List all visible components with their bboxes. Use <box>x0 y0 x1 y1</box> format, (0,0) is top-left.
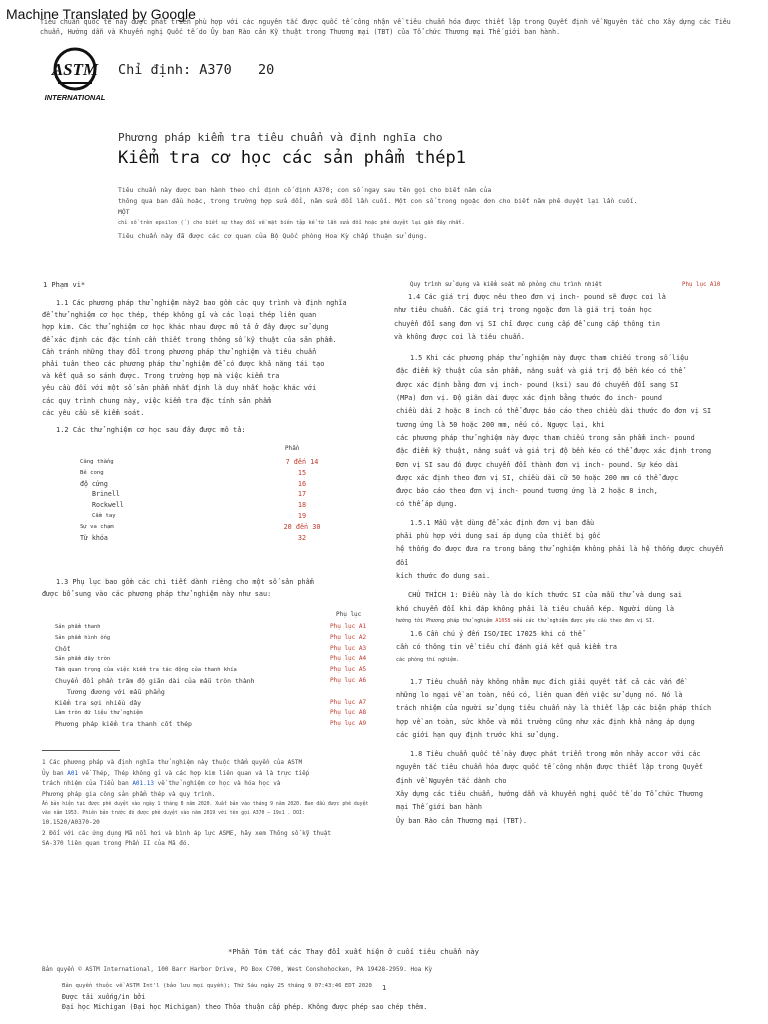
right-column <box>396 279 726 828</box>
authority-statement: Tiêu chuẩn này đã được các cơ quan của Bộ Quốc phòng Hoa Kỳ chấp thuận sử dụng. <box>118 232 428 240</box>
footnote-line: 1 Các phương pháp và định nghĩa thử nghiệm này thuộc thẩm quyền của ASTM <box>42 759 303 766</box>
footnote-edition: Ấn bản hiện tại được phê duyệt vào ngày 1 tháng 8 năm 2020. Xuất bản vào tháng 9 năm 2020. Ban đầu được phê duyệt vào năm 1953. Phiên bản trước đó được phê duyệt vào năm 2019 với tên gọi A370 – 19ε1 . DOI: <box>42 802 369 816</box>
note-1-ref-pre: hướng tới Phương pháp thử nghiệm <box>396 617 496 624</box>
note-1-reference <box>396 616 726 626</box>
text-line: được bổ sung vào các phương pháp thử nghiệm này như sau: <box>42 590 272 599</box>
paragraph-1-6 <box>396 628 726 655</box>
paragraph-1-6-tail: các phòng thí nghiệm. <box>396 657 460 664</box>
text-line: 1.5 Khi các phương pháp thử nghiệm này được tham chiếu trong số liệu <box>410 354 689 363</box>
paragraph-1-3 <box>42 576 372 600</box>
annex-label: Chuyển đổi phần trăm độ giãn dài của mẫu tròn thành <box>55 677 255 685</box>
text-line: tương ứng là 50 hoặc 200 mm, nếu có. Ngược lại, khi <box>396 420 605 429</box>
paragraph-1-7 <box>396 676 726 742</box>
license-line: Đại học Michigan (Đại học Michigan) theo Thỏa thuận cấp phép. Không được phép sao chép thêm. <box>62 1003 428 1011</box>
part-label: Sự va chạm <box>80 523 114 530</box>
logo-subtext: INTERNATIONAL <box>44 93 106 102</box>
annex-label: Tầm quan trọng của việc kiểm tra tác động của thanh khía <box>55 667 237 674</box>
text-line: đặc điểm kỹ thuật, năng suất và giá trị độ bền kéo có thể được xác định trong <box>396 447 712 456</box>
intro-line: chỉ số trên epsilon (´) cho biết sự thay đổi về mặt biên tập kể từ lần sửa đổi hoặc phê duyệt lại gần đây nhất. <box>118 220 465 226</box>
text-line: khó chuyển đổi khi đáp không phải là tiêu chuẩn kép. Người dùng là <box>396 604 675 613</box>
annex-ref[interactable]: Phụ lục A5 <box>330 666 367 674</box>
document-subtitle: Phương pháp kiểm tra tiêu chuẩn và định nghĩa cho <box>118 131 443 144</box>
section-title-scope: 1 Phạm vi* <box>43 281 86 289</box>
summary-of-changes-note: *Phần Tóm tắt các Thay đổi xuất hiện ở cuối tiêu chuẩn này <box>228 947 479 956</box>
text-line: chuyển đổi sang đơn vị SI chỉ được cung cấp để cung cấp thông tin <box>394 319 660 328</box>
text-line: được xác định bằng đơn vị inch- pound (ksi) sau đó chuyển đổi sang SI <box>396 380 679 389</box>
text-line: và kết quả so sánh được. Trong trường hợp mà việc kiểm tra <box>42 372 280 381</box>
text-line: hợp về an toàn, sức khỏe và môi trường cũng như xác định khả năng áp dụng <box>396 717 695 726</box>
text-line: để thử nghiệm cơ học thép, thép không gỉ và các loại thép liên quan <box>42 311 317 320</box>
footnote-line: 2 Đối với các ứng dụng Mã nồi hơi và bình áp lực ASME, hãy xem Thông số kỹ thuật <box>42 829 331 837</box>
note-1-ref-post: nếu các thử nghiệm được yêu cầu theo đơn vị SI. <box>510 617 655 624</box>
annex-a10-line <box>396 279 726 291</box>
text-line: 1.7 Tiêu chuẩn này không nhằm mục đích giải quyết tất cả các vấn đề <box>410 677 685 686</box>
paragraph-1-5 <box>396 352 726 512</box>
committee-link[interactable]: A01 <box>67 769 79 777</box>
license-block <box>62 981 462 1013</box>
text-line: (MPa) đơn vị. Độ giãn dài được xác định bằng thước đo inch- pound <box>396 394 662 403</box>
annex-ref[interactable]: Phụ lục A6 <box>330 677 367 684</box>
annex-label: Phương pháp kiểm tra thanh cốt thép <box>55 720 192 729</box>
text-line: các quy trình chung này, việc kiểm tra đặc tính sản phẩm <box>42 396 272 405</box>
intro-line: thông qua ban đầu hoặc, trong trường hợp sửa đổi, năm sửa đổi lần cuối. Một con số trong ngoặc đơn cho biết năm phê duyệt lại lần cuối. MỘT <box>118 197 638 216</box>
text-line: CHÚ THÍCH 1: Điều này là do kích thước SI của mẫu thử và dung sai <box>408 591 682 600</box>
text-line: các phương pháp thử nghiệm này được tham chiếu trong sản phẩm inch- pound <box>396 433 695 442</box>
astm-logo <box>44 45 106 105</box>
part-section-ref[interactable]: 15 <box>297 468 307 477</box>
text-line: Xây dựng các tiêu chuẩn, hướng dẫn và khuyến nghị quốc tế do Tổ chức Thương <box>396 790 703 798</box>
designation: Chỉ định: A370 <box>118 62 232 78</box>
annex-ref[interactable]: Phụ lục A7 <box>330 698 367 706</box>
text-line: định về Nguyên tắc dành cho <box>396 776 507 785</box>
part-section-ref[interactable]: 7 đến 14 <box>285 458 319 466</box>
annex-label: Sản phẩm hình ống <box>55 634 111 641</box>
text-line: phải tuân theo các phương pháp thử nghiệm để có được khả năng tái tạo <box>42 360 325 369</box>
paragraph-1-4 <box>394 291 726 344</box>
test-method-link[interactable]: A1058 <box>495 617 511 624</box>
text-line: như tiêu chuẩn. Các giá trị trong ngoặc đơn là giá trị toán học <box>394 306 652 315</box>
text-line: chiều dài 2 hoặc 8 inch có thể được báo cáo theo chiều dài thước đo đơn vị SI <box>396 407 712 416</box>
text-line: 1.6 Cần chú ý đến ISO/IEC 17025 khi có thể <box>410 629 582 638</box>
annex-ref[interactable]: Phụ lục A3 <box>330 644 367 652</box>
text-line: được xác định theo đơn vị SI, chiều dài cữ 50 hoặc 200 mm có thể được <box>396 473 679 482</box>
note-1 <box>396 589 726 616</box>
part-section-ref[interactable]: 16 <box>297 479 307 488</box>
text-line: để xác định các đặc tính cần thiết trong thông số kỹ thuật của sản phẩm. <box>42 335 337 344</box>
annex-label: Sản phẩm dây tròn <box>55 656 111 663</box>
part-label: Cầm tay <box>92 513 116 519</box>
annex-ref[interactable]: Phụ lục A1 <box>330 623 367 630</box>
text-line: 1.8 Tiêu chuẩn quốc tế này được phát triển trong môn nhảy accor với các <box>410 750 701 759</box>
text-line: đặc điểm kỹ thuật của sản phẩm, năng suất và giá trị độ bền kéo có thể <box>396 367 683 376</box>
top-note: Tiêu chuẩn quốc tế này được phát triển phù hợp với các nguyên tắc được quốc tế công nhận về tiêu chuẩn hóa được thiết lập trong Quyết định về Nguyên tắc cho Xây dựng các Tiêu chuẩn, Hướng dẫn và Khuyến nghị Quốc tế do Ủy ban Rào cản Kỹ thuật trong Thương mại (TBT) của Tổ chức Thương mại Thế giới ban hành. <box>40 18 731 36</box>
text-line: và không được coi là tiêu chuẩn. <box>394 332 525 341</box>
annex-ref[interactable]: Phụ lục A9 <box>330 720 367 728</box>
footnote-line: SA-370 liên quan trong Phần II của Mã đó. <box>42 840 191 847</box>
text-line: 1.3 Phụ lục bao gồm các chi tiết dành riêng cho một số sản phẩm <box>56 578 314 586</box>
footnote-doi: 10.1520/A0370-20 <box>42 819 100 826</box>
paragraph-1-1 <box>42 297 372 419</box>
text-line: 1.4 Các giá trị được nêu theo đơn vị inch- pound sẽ được coi là <box>408 293 666 301</box>
paragraph-1-5-1 <box>396 517 726 583</box>
part-label: độ cứng <box>80 479 108 488</box>
text-line: hệ thống đo được đưa ra trong bảng thử nghiệm không phải là hệ thống được chuyển đổi <box>396 545 724 567</box>
logo-text: ASTM <box>51 60 99 79</box>
text-line: trách nhiệm của người sử dụng tiêu chuẩn này là thiết lập các biện pháp thích <box>396 704 712 713</box>
part-section-ref[interactable]: 17 <box>297 490 307 499</box>
annex-label: Làm tròn dữ liệu thử nghiệm <box>55 710 143 717</box>
text-line: có thể áp dụng. <box>396 500 458 509</box>
text-line: yêu cầu đối với một số sản phẩm nhất định là duy nhất hoặc khác với <box>42 384 317 393</box>
text-line: được báo cáo theo đơn vị inch- pound tương ứng là 2 hoặc 8 inch, <box>396 487 658 496</box>
text-line: Ủy ban Rào cản Thương mại (TBT). <box>396 816 527 825</box>
copyright-line: Bản quyền © ASTM International, 100 Barr Harbor Drive, PO Box C700, West Conshohocken, PA 19428-2959. Hoa Kỳ <box>42 966 433 973</box>
document-title: Kiểm tra cơ học các sản phẩm thép1 <box>118 148 466 168</box>
footnote-line: Phương pháp gia công sản phẩm thép và quy trình. <box>42 790 216 798</box>
annex-label: Sản phẩm thanh <box>55 624 101 630</box>
standard-year: 20 <box>258 62 275 78</box>
page-number: 1 <box>382 984 387 992</box>
license-line: Được tải xuống/in bởi <box>62 992 146 1001</box>
annex-ref[interactable]: Phụ lục A4 <box>330 655 367 663</box>
text-line: 1.5.1 Mẫu vật dùng để xác định đơn vị ban đầu <box>410 518 595 527</box>
astm-international-logo-icon <box>44 45 106 105</box>
license-line: Bản quyền thuộc về ASTM Int'l (bảo lưu mọi quyền); Thứ Sáu ngày 25 tháng 9 07:43:46 EDT 2020 <box>62 983 372 989</box>
annex-a10-label: Quy trình sử dụng và kiểm soát mô phỏng chu trình nhiệt <box>410 282 602 288</box>
text-line: nguyên tắc tiêu chuẩn hóa được quốc tế công nhận được thiết lập trong Quyết <box>396 763 703 772</box>
paragraph-1-8 <box>396 748 726 828</box>
text-line: mại Thế giới ban hành <box>396 803 482 812</box>
footnote-divider <box>42 750 120 751</box>
annex-label: Chốt <box>55 644 71 653</box>
intro-line: Tiêu chuẩn này được ban hành theo chỉ định cố định A370; con số ngay sau tên gọi cho biết năm của <box>118 186 492 194</box>
annex-label: Tương đương với mẫu phẳng <box>67 687 165 696</box>
part-label: Căng thẳng <box>80 459 114 465</box>
part-section-ref[interactable]: 18 <box>297 501 307 510</box>
text-line: phải phù hợp với dung sai áp dụng của thiết bị gốc <box>396 532 601 541</box>
subcommittee-link[interactable]: A01.13 <box>132 780 154 787</box>
footnote-line: Ủy ban A01 về Thép, Thép không gỉ và các hợp kim liên quan và là trực tiếp <box>42 769 310 777</box>
text-line: cần có thông tin về tiêu chí đánh giá kết quả kiểm tra <box>396 643 617 652</box>
part-label: Từ khóa <box>80 533 108 542</box>
part-label: Brinell <box>92 490 120 499</box>
text-line: 1.1 Các phương pháp thử nghiệm này2 bao gồm các quy trình và định nghĩa <box>56 299 347 307</box>
text-line: các yêu cầu sẽ kiểm soát. <box>42 408 145 417</box>
text-line: Cần tránh những thay đổi trong phương pháp thử nghiệm và tiêu chuẩn <box>42 347 317 356</box>
annex-header: Phụ lục <box>336 611 362 618</box>
annex-ref[interactable]: Phụ lục A2 <box>330 633 367 641</box>
footnote-1 <box>42 758 372 829</box>
text-line: kích thước đo dung sai. <box>396 571 491 580</box>
parts-header: Phần <box>285 445 300 452</box>
footnote-2 <box>42 829 372 850</box>
intro-paragraph <box>118 185 648 229</box>
annex-ref[interactable]: Phụ lục A8 <box>330 709 367 717</box>
text-line: những lo ngại về an toàn, nếu có, liên quan đến việc sử dụng nó. Nó là <box>396 690 683 699</box>
footnote-line: trách nhiệm của Tiểu ban A01.13 về thử nghiệm cơ học và hóa học và <box>42 780 281 787</box>
part-section-ref[interactable]: 19 <box>297 512 307 520</box>
part-section-ref[interactable]: 20 đến 30 <box>283 522 321 531</box>
part-label: Bẻ cong <box>80 469 104 476</box>
footnotes <box>42 758 372 850</box>
annex-a10-ref[interactable]: Phụ lục A10 <box>682 282 721 288</box>
machine-translation-banner: Machine Translated by Google <box>6 6 196 22</box>
text-line: Đơn vị SI sau đó được chuyển đổi thành đơn vị inch- pound. Sự kéo dài <box>396 460 679 469</box>
part-section-ref[interactable]: 32 <box>297 533 307 542</box>
paragraph-1-2: 1.2 Các thử nghiệm cơ học sau đây được mô tả: <box>56 426 246 434</box>
part-label: Rockwell <box>92 501 124 510</box>
text-line: các giới hạn quy định trước khi sử dụng. <box>396 730 560 739</box>
text-line: hợp kim. Các thử nghiệm cơ học khác nhau được mô tả ở đây được sử dụng <box>42 323 329 332</box>
annex-label: Kiểm tra sợi nhiều dây <box>55 698 142 707</box>
